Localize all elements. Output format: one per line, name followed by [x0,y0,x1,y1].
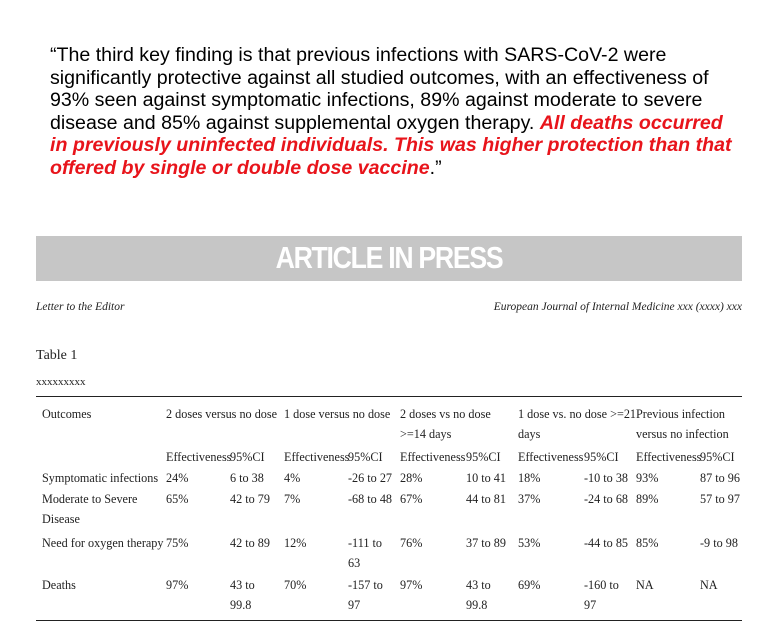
group-header: 2 doses versus no dose [166,407,278,421]
row-label: Symptomatic infections [42,471,159,485]
row-label: Need for oxygen therapy [42,536,164,550]
row-label: Deaths [42,578,76,592]
sub-header-effectiveness: Effectiveness [400,450,466,464]
row-label-text: Moderate to Severe Disease [42,492,138,526]
table-title: Table 1 [36,348,78,363]
banner-text: ARTICLE IN PRESS [275,240,503,275]
table-cell: 70% [284,578,307,592]
table-cell: 18% [518,471,541,485]
sub-header-effectiveness: Effectiveness [284,450,350,464]
table-cell: 57 to 97 [700,492,740,506]
journal-header-left: Letter to the Editor [36,301,125,313]
group-header: 1 dose versus no dose [284,407,391,421]
table-cell: -9 to 98 [700,536,738,550]
group-header: 2 doses vs no dose >=14 days [400,407,491,441]
article-in-press-banner [36,236,742,281]
table-cell: 53% [518,536,541,550]
table-cell: 6 to 38 [230,471,264,485]
table-cell: 93% [636,471,659,485]
sub-header-effectiveness: Effectiveness [518,450,584,464]
sub-header-ci: 95%CI [230,450,265,464]
table-cell: 43 to 99.8 [230,578,255,612]
sub-header-ci: 95%CI [584,450,619,464]
table-cell: 97% [400,578,423,592]
table-subtitle: xxxxxxxxx [36,376,86,388]
table-cell: -10 to 38 [584,471,629,485]
group-header: Previous infection versus no infection [636,407,729,441]
table-cell: 10 to 41 [466,471,506,485]
table-cell: NA [700,578,718,592]
sub-header-ci: 95%CI [348,450,383,464]
table-cell: -68 to 48 [348,492,393,506]
group-header: 1 dose vs. no dose >=21 days [518,407,637,441]
table-cell: 4% [284,471,301,485]
table-cell: 85% [636,536,659,550]
table-cell: -157 to 97 [348,578,383,612]
quote-plain-text: The third key finding is that previous infections with SARS-CoV-2 were significantly protective against all studied outcomes, with an effectiveness of 93% seen against symptomatic infections, 89% against moderate to severe disease and 85% against supplemental oxygen therapy. [50,44,709,134]
quote-block [50,44,740,179]
table-cell: 28% [400,471,423,485]
table-cell: 7% [284,492,301,506]
table-cell: -111 to 63 [348,536,382,570]
table-cell: 24% [166,471,189,485]
sub-header-ci: 95%CI [700,450,735,464]
table-cell: 67% [400,492,423,506]
table-top-rule [36,396,742,397]
quote-open-mark: “ [50,44,57,66]
table-cell: 43 to 99.8 [466,578,491,612]
sub-header-effectiveness: Effectiveness [636,450,702,464]
table-cell: 65% [166,492,189,506]
table-cell: 69% [518,578,541,592]
outcomes-header: Outcomes [42,407,92,421]
table-cell: 97% [166,578,189,592]
table-cell: -26 to 27 [348,471,393,485]
row-label [42,489,160,529]
journal-header-right: European Journal of Internal Medicine xxx (xxxx) xxx [493,301,742,313]
table-cell: 89% [636,492,659,506]
table-cell: 42 to 89 [230,536,270,550]
quote-close-mark: .” [429,156,442,179]
table-cell: 37 to 89 [466,536,506,550]
table-cell: NA [636,578,654,592]
table-bottom-rule [36,620,742,621]
table-cell: 76% [400,536,423,550]
table-cell: -44 to 85 [584,536,629,550]
table-cell: 37% [518,492,541,506]
quote-emphasis-text: All deaths occurred in previously uninfected individuals. This was higher protection than that offered by single or double dose vaccine [50,111,732,179]
table-cell: 12% [284,536,307,550]
sub-header-ci: 95%CI [466,450,501,464]
table-cell: 75% [166,536,189,550]
table-cell: 87 to 96 [700,471,740,485]
table-cell: -160 to 97 [584,578,619,612]
sub-header-effectiveness: Effectiveness [166,450,232,464]
table-cell: -24 to 68 [584,492,629,506]
table-cell: 44 to 81 [466,492,506,506]
table-cell: 42 to 79 [230,492,270,506]
